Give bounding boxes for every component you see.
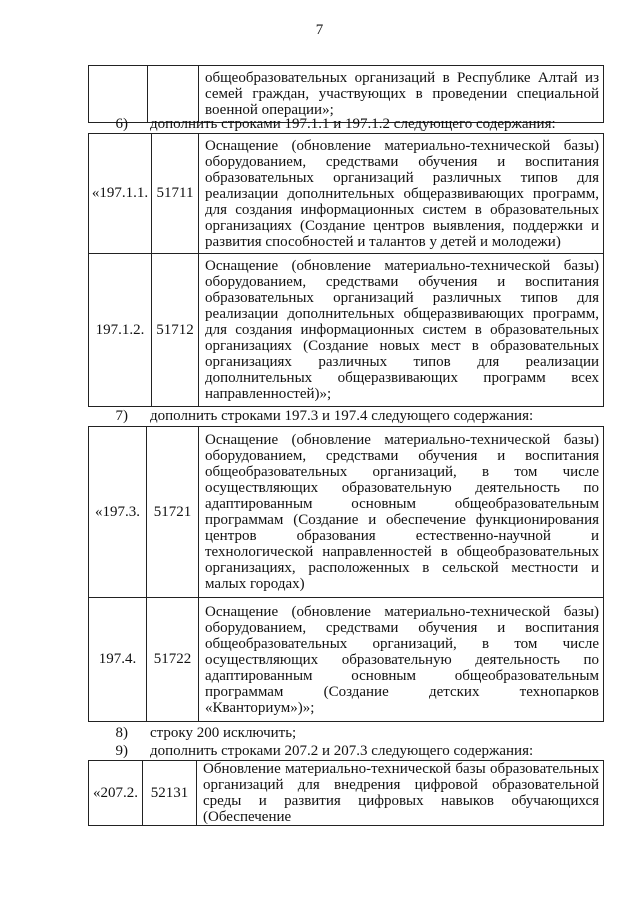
item-number: 9)	[115, 743, 128, 759]
item-text: дополнить строками 197.1.1 и 197.1.2 следующего содержания:	[150, 116, 556, 132]
text-cell: Обновление материально-технической базы образовательных организаций для внедрения цифровой образовательной среды и развития цифровых навыков обучающихся (Обеспечение	[197, 761, 604, 826]
page-number: 7	[315, 22, 324, 38]
table-row	[89, 761, 604, 826]
code-cell: «207.2.	[89, 761, 143, 826]
item-number: 8)	[115, 725, 128, 741]
id-cell: 51721	[147, 427, 199, 598]
table-row	[89, 66, 604, 123]
text-cell: общеобразовательных организаций в Республике Алтай из семей граждан, участвующих в проведении специальной военной операции»;	[199, 66, 604, 123]
table-a	[88, 133, 604, 407]
code-cell: «197.3.	[89, 427, 147, 598]
id-cell: 51712	[152, 254, 199, 407]
id-cell: 52131	[143, 761, 197, 826]
item-text: дополнить строками 207.2 и 207.3 следующего содержания:	[150, 743, 534, 759]
text-cell: Оснащение (обновление материально-технической базы) оборудованием, средствами обучения и воспитания образовательных организаций различных типов для реализации дополнительных общеразвивающих программ, для создания информационных систем в образовательных организациях (Создание центров выявления, поддержки и развития способностей и талантов у детей и молодежи)	[199, 134, 604, 254]
code-cell	[89, 66, 148, 123]
id-cell	[148, 66, 199, 123]
text-cell: Оснащение (обновление материально-технической базы) оборудованием, средствами обучения и воспитания образовательных организаций различных типов для реализации дополнительных общеразвивающих программ, для создания информационных систем в образовательных организациях (Создание новых мест в образовательных организациях различных типов для реализации дополнительных общеразвивающих программ всех направленностей)»;	[199, 254, 604, 407]
item-number: 7)	[115, 408, 128, 424]
code-cell: 197.4.	[89, 598, 147, 722]
item-number: 6)	[115, 116, 128, 132]
code-cell: 197.1.2.	[89, 254, 152, 407]
id-cell: 51711	[152, 134, 199, 254]
item-text: строку 200 исключить;	[150, 725, 297, 741]
table-row	[89, 427, 604, 598]
table-row	[89, 254, 604, 407]
table-b	[88, 426, 604, 722]
text-cell: Оснащение (обновление материально-технической базы) оборудованием, средствами обучения и воспитания общеобразовательных организаций, в том числе осуществляющих образовательную деятельность по адаптированным основным общеобразовательным программам (Создание детских технопарков «Кванториум»)»;	[199, 598, 604, 722]
id-cell: 51722	[147, 598, 199, 722]
table-top	[88, 65, 604, 123]
table-row	[89, 598, 604, 722]
item-text: дополнить строками 197.3 и 197.4 следующего содержания:	[150, 408, 534, 424]
text-cell: Оснащение (обновление материально-технической базы) оборудованием, средствами обучения и воспитания общеобразовательных организаций, в том числе осуществляющих образовательную деятельность по адаптированным основным общеобразовательным программам (Создание и обеспечение функционирования центров образования естественно-научной и технологической направленностей в общеобразовательных организациях, расположенных в сельской местности и малых городах)	[199, 427, 604, 598]
table-c	[88, 760, 604, 826]
table-row	[89, 134, 604, 254]
code-cell: «197.1.1.	[89, 134, 152, 254]
